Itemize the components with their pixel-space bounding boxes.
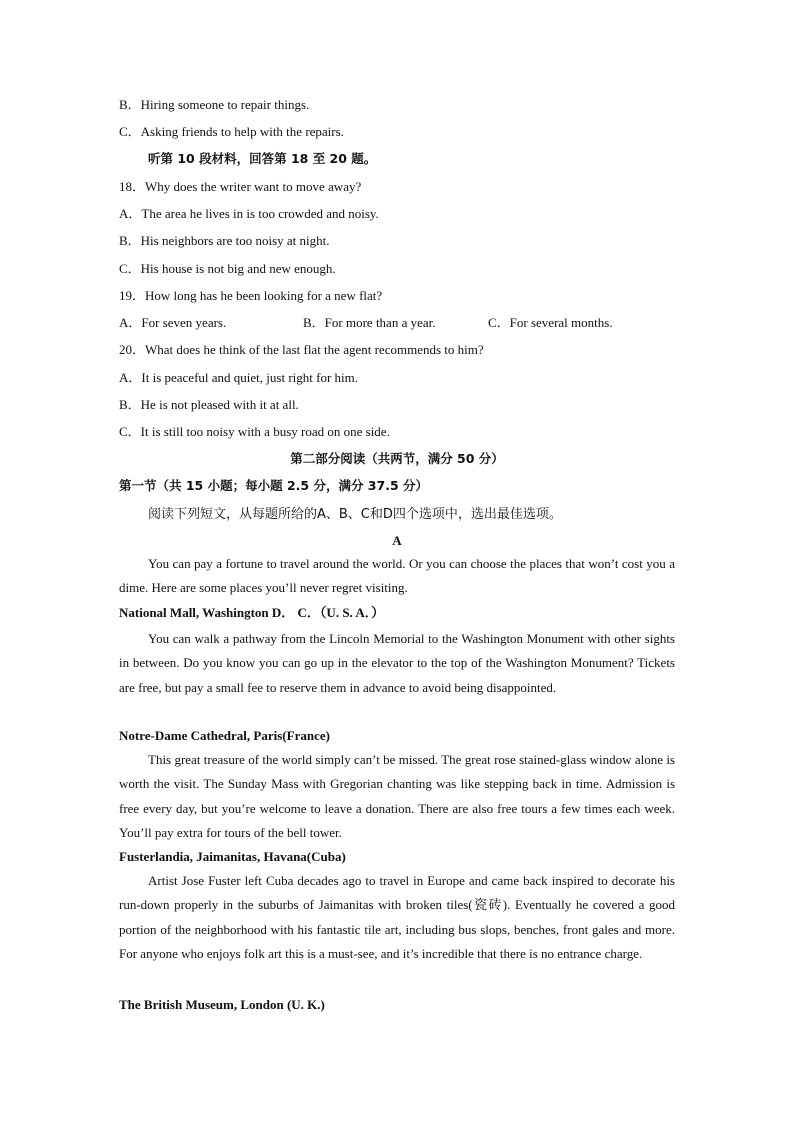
q20-option-b: B．He is not pleased with it at all. — [119, 397, 299, 412]
place-heading-fusterlandia: Fusterlandia, Jaimanitas, Havana(Cuba) — [119, 849, 346, 864]
passage-letter: A — [392, 533, 402, 548]
reading-section-heading: 第一节（共 15 小题；每小题 2.5 分，满分 37.5 分） — [119, 478, 428, 493]
q19-option-a: A．For seven years. — [119, 315, 227, 330]
q18-option-b: B．His neighbors are too noisy at night. — [119, 233, 330, 248]
reading-part-heading: 第二部分阅读（共两节，满分 50 分） — [290, 451, 504, 466]
q19-option-c: C．For several months. — [488, 315, 613, 330]
q19-option-b: B．For more than a year. — [303, 315, 436, 330]
q20-question: 20．What does he think of the last flat the agent recommends to him? — [119, 342, 484, 357]
section10-heading: 听第 10 段材料，回答第 18 至 20 题。 — [148, 151, 377, 166]
place-heading-notre-dame: Notre-Dame Cathedral, Paris(France) — [119, 728, 330, 743]
q19-question: 19．How long has he been looking for a new flat? — [119, 288, 383, 303]
passage-intro: You can pay a fortune to travel around the world. Or you can choose the places that won’t cost you a dime. Here are some places you’ll never regret visiting. — [119, 556, 675, 596]
q18-option-c: C．His house is not big and new enough. — [119, 261, 336, 276]
place-heading-national-mall: National Mall, Washington D． C．（U. S. A．） — [119, 605, 385, 620]
place-text-national-mall: You can walk a pathway from the Lincoln Memorial to the Washington Monument with other sights in between. Do you know you can go up in the elevator to the top of the Washington Monument? Tickets are free, but pay a small fee to reserve them in advance to avoid being disappointed. — [119, 631, 675, 695]
q20-option-c: C．It is still too noisy with a busy road on one side. — [119, 424, 390, 439]
place-heading-british-museum: The British Museum, London (U. K.) — [119, 997, 325, 1012]
q18-option-a: A．The area he lives in is too crowded and noisy. — [119, 206, 379, 221]
q20-option-a: A．It is peaceful and quiet, just right for him. — [119, 370, 359, 385]
place-text-notre-dame: This great treasure of the world simply can’t be missed. The great rose stained-glass window alone is worth the visit. The Sunday Mass with Gregorian chanting was like stepping back in time. Admission is free every day, but you’re welcome to leave a donation. There are also free tours a few times each week. You’ll pay extra for tours of the bell tower. — [119, 752, 675, 840]
place-text-fusterlandia: Artist Jose Fuster left Cuba decades ago to travel in Europe and came back inspired to decorate his run-down properly in the suburbs of Jaimanitas with broken tiles(瓷砖). Eventually he covered a good portion of the neighborhood with his fantastic tile art, including bus slops, benches, front gales and more. For anyone who enjoys folk art this is a must-see, and it’s incredible that there is no entrance charge. — [119, 873, 675, 961]
q17-option-c: C．Asking friends to help with the repairs. — [119, 124, 344, 139]
q18-question: 18．Why does the writer want to move away? — [119, 179, 362, 194]
reading-instruction: 阅读下列短文，从每题所给的A、B、C和D四个选项中，选出最佳选项。 — [148, 507, 562, 522]
q17-option-b: B．Hiring someone to repair things. — [119, 97, 310, 112]
